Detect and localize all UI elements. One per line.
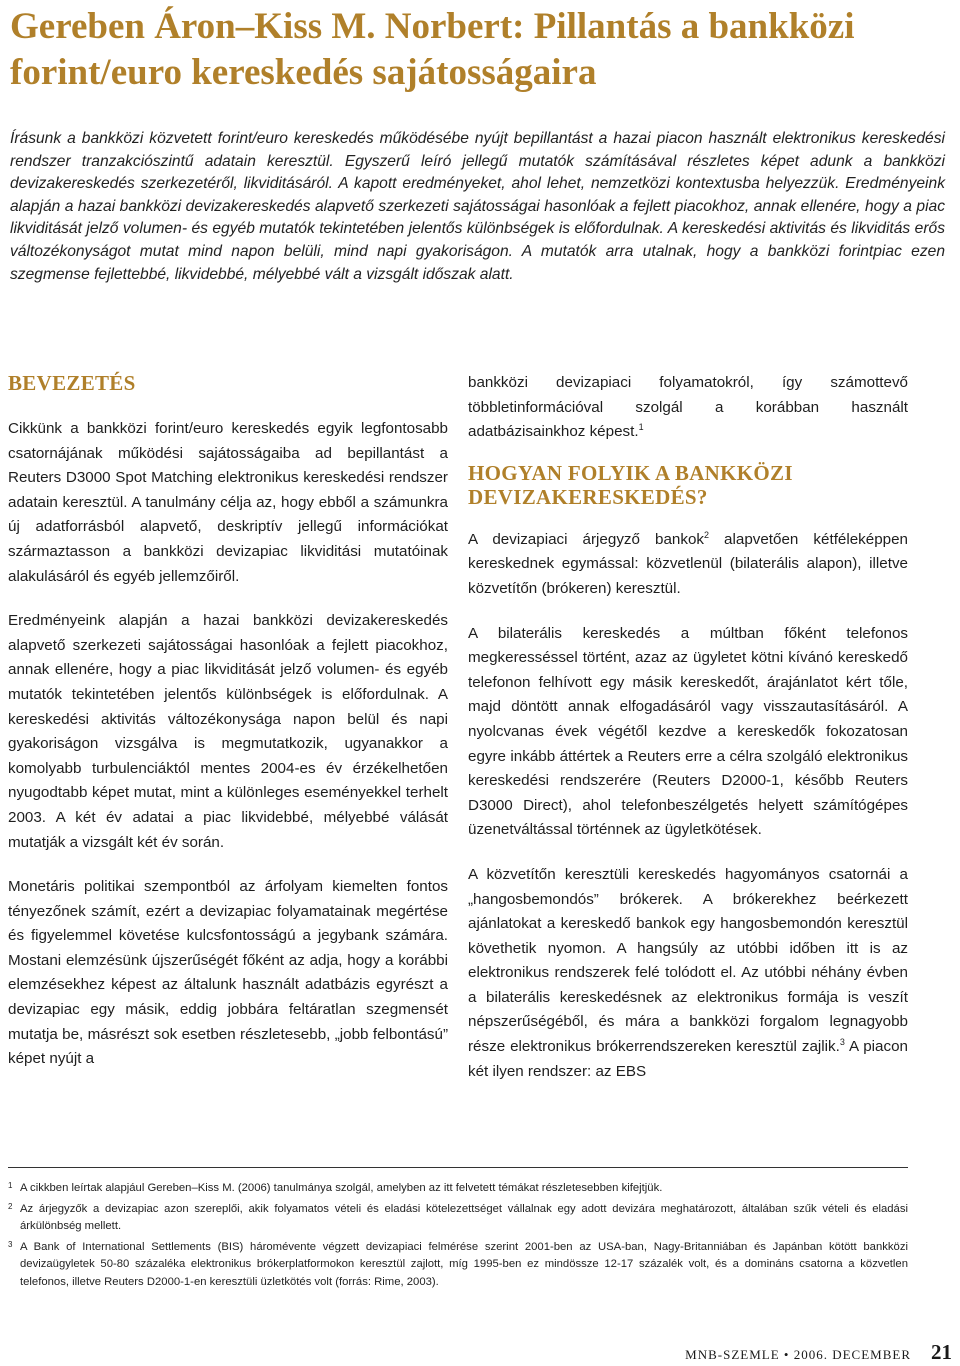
paragraph: Monetáris politikai szempontból az árfolyam kiemelten fontos tényezőnek számít, ezért a devizapiac folyamatainak megértése és figyelemmel követése kulcsfontosságú a jegybank számára. Mostani elemzésünk újszerűségét főként az adja, hogy a korábbi elemzésekhez képest az általunk használt adatbázis egyrészt a devizapiac egy másik, eddig jobbára feltáratlan szegmensét mutatja be, másrészt sok esetben részletesebb, „jobb felbontású” képet nyújt a bbox=[8, 878, 448, 1068]
paragraph: Cikkünk a bankközi forint/euro kereskedés egyik legfontosabb csatornájának működési sajátosságaiba ad bepillantást a Reuters D3000 Spot Matching elektronikus kereskedési rendszer adatain keresztül. A tanulmány célja az, hogy ebből a számunkra új adatforrásból alapvető, deskriptív jellegű információkat származtasson a bankközi devizapiac likviditási mutatóinak alakulásáról és egyéb jellemzőiről. bbox=[8, 420, 448, 585]
section-heading-introduction: BEVEZETÉS bbox=[8, 371, 136, 395]
page-footer bbox=[685, 1340, 952, 1365]
section-heading-how-interbank-trading-works: HOGYAN FOLYIK A BANKKÖZI DEVIZAKERESKEDÉS? bbox=[468, 460, 793, 509]
journal-name: MNB-SZEMLE • 2006. DECEMBER bbox=[685, 1347, 911, 1362]
page-number: 21 bbox=[931, 1340, 952, 1364]
left-column bbox=[8, 371, 448, 1092]
paragraph-text: bankközi devizapiaci folyamatokról, így számottevő többletinformációval szolgál a korábban használt adatbázisainkhoz képest. bbox=[468, 374, 908, 441]
paragraph: Eredményeink alapján a hazai bankközi devizakereskedés alapvető szerkezeti sajátosságai hasonlóak a fejlett piacokhoz, annak ellenére, hogy a piac likviditását jelző volumen- és egyéb mutatók tekintetében jelentős különbségek is előfordulnak. A kereskedési aktivitás változékonysága napon belül és napi gyakoriságon vizsgálva is megmutatkozik, ugyanakkor a komolyabb turbulenciáktól mentes 2004-es év érzékelhetően nyugodtabb képet mutat, mint a különleges eseményekkel terhelt 2003. A két év adatai a piac likvidebbé, mélyebbé válását mutatják a vizsgált két év során. bbox=[8, 612, 448, 851]
footnote-text: A Bank of International Settlements (BIS) háromévente végzett devizapiaci felmérése szerint 2001-ben az USA-ban, Nagy-Britanniában és Japánban kötött bankközi devizaügyletek 50-80 százaléka elektronikus brókerplatformokon keresztül zajlott, míg 1995-ben ez mindössze 12-17 százalék volt, és a domináns csatorna a közvetlen telefonos, illetve Reuters D2000-1-en keresztüli üzletkötés volt (forrás: Rime, 2003). bbox=[20, 1240, 908, 1288]
footnote-divider bbox=[8, 1167, 908, 1168]
paragraph-text: A devizapiaci árjegyző bankok bbox=[468, 530, 704, 548]
article-lead: Írásunk a bankközi közvetett forint/euro kereskedés működésébe nyújt bepillantást a hazai piacon használt elektronikus kereskedési rendszer tranzakciószintű adatain keresztül. Egyszerű leíró jellegű mutatók számításával részletes képet adunk a bankközi devizakereskedés szerkezetéről, likviditásáról. A kapott eredményeket, ahol lehet, nemzetközi kontextusba helyezzük. Eredményeink alapján a hazai bankközi devizakereskedés alapvető szerkezeti sajátosságai hasonlóak a fejlett piacokhoz, annak ellenére, hogy a piac likviditását jelző volumen- és egyéb mutatók tekintetében jelentős különbségek is előfordulnak. A kereskedési aktivitás és likviditás erős változékonyságot mutat mind napon belüli, mind napi gyakoriságon. A mutatók arra utalnak, hogy a bankközi forintpiac ezen szegmense fejlettebbé, likvidebbé, mélyebbé vált a vizsgált időszak alatt. bbox=[10, 130, 945, 283]
article-title: Gereben Áron–Kiss M. Norbert: Pillantás a bankközi forint/euro kereskedés sajátosságaira bbox=[10, 6, 855, 93]
footnote bbox=[8, 1180, 908, 1198]
footnote-reference[interactable]: 2 bbox=[703, 529, 709, 540]
paragraph-text: alapvetően kétféleképpen kereskednek egymással: közvetlenül (bilaterális alapon), illetve közvetítőn (brókeren) keresztül. bbox=[468, 530, 909, 597]
footnote bbox=[8, 1201, 908, 1236]
footnote-number: 1 bbox=[8, 1181, 13, 1190]
footnote-reference[interactable]: 3 bbox=[839, 1037, 845, 1047]
paragraph bbox=[468, 528, 908, 602]
paragraph-text: A közvetítőn keresztüli kereskedés hagyományos csatornái a „hangosbemondós” brókerek. A brókerekhez beérkezett ajánlatokat a kereskedő bankok egy hangosbemondón keresztül követhetik nyomon. A hangsúly az utóbbi időben itt is az elektronikus rendszerek felé tolódott el. Az utóbbi néhány évben a bilaterális kereskedésnek az elektronikus formája is veszít népszerűségéből, és mára a bankközi forgalom legnagyobb része elektronikus brókerrendszereken keresztül zajlik. bbox=[468, 865, 908, 1056]
footnotes bbox=[8, 1180, 908, 1294]
paragraph bbox=[468, 371, 908, 445]
footnote-text: Az árjegyzők a devizapiac azon szereplői, akik folyamatos vételi és eladási kötelezettséget vállalnak egy adott devizára meghatározott, általában szűk vételi és eladási árkülönbség mellett. bbox=[20, 1202, 908, 1232]
footnote-reference[interactable]: 1 bbox=[638, 422, 644, 433]
paragraph-text: A piacon két ilyen rendszer: az EBS bbox=[468, 1038, 908, 1080]
right-column bbox=[468, 371, 908, 1104]
footnote-number: 3 bbox=[8, 1239, 13, 1249]
footnote bbox=[8, 1239, 908, 1292]
paragraph: A bilaterális kereskedés a múltban főként telefonos megkeresséssel történt, azaz az ügyletet kötni kívánó kereskedő telefonon felhívott egy másik kereskedőt, árajánlatot kért tőle, majd döntött annak elfogadásáról vagy visszautasításáról. A nyolcvanas évek végétől kezdve a kereskedők fokozatosan egyre inkább áttértek a Reuters erre a célra szolgáló elektronikus kereskedési rendszerére (Reuters D2000-1, később Reuters D3000 Direct), ahol telefonbeszélgetés helyett számítógépes üzenetváltással történnek az ügyletkötések. bbox=[468, 624, 908, 839]
paragraph bbox=[468, 863, 908, 1084]
footnote-number: 2 bbox=[8, 1201, 13, 1211]
footnote-text: A cikkben leírtak alapjául Gereben–Kiss M. (2006) tanulmánya szolgál, amelyben az itt felvetett témákat részletesebben kifejtjük. bbox=[20, 1182, 663, 1194]
